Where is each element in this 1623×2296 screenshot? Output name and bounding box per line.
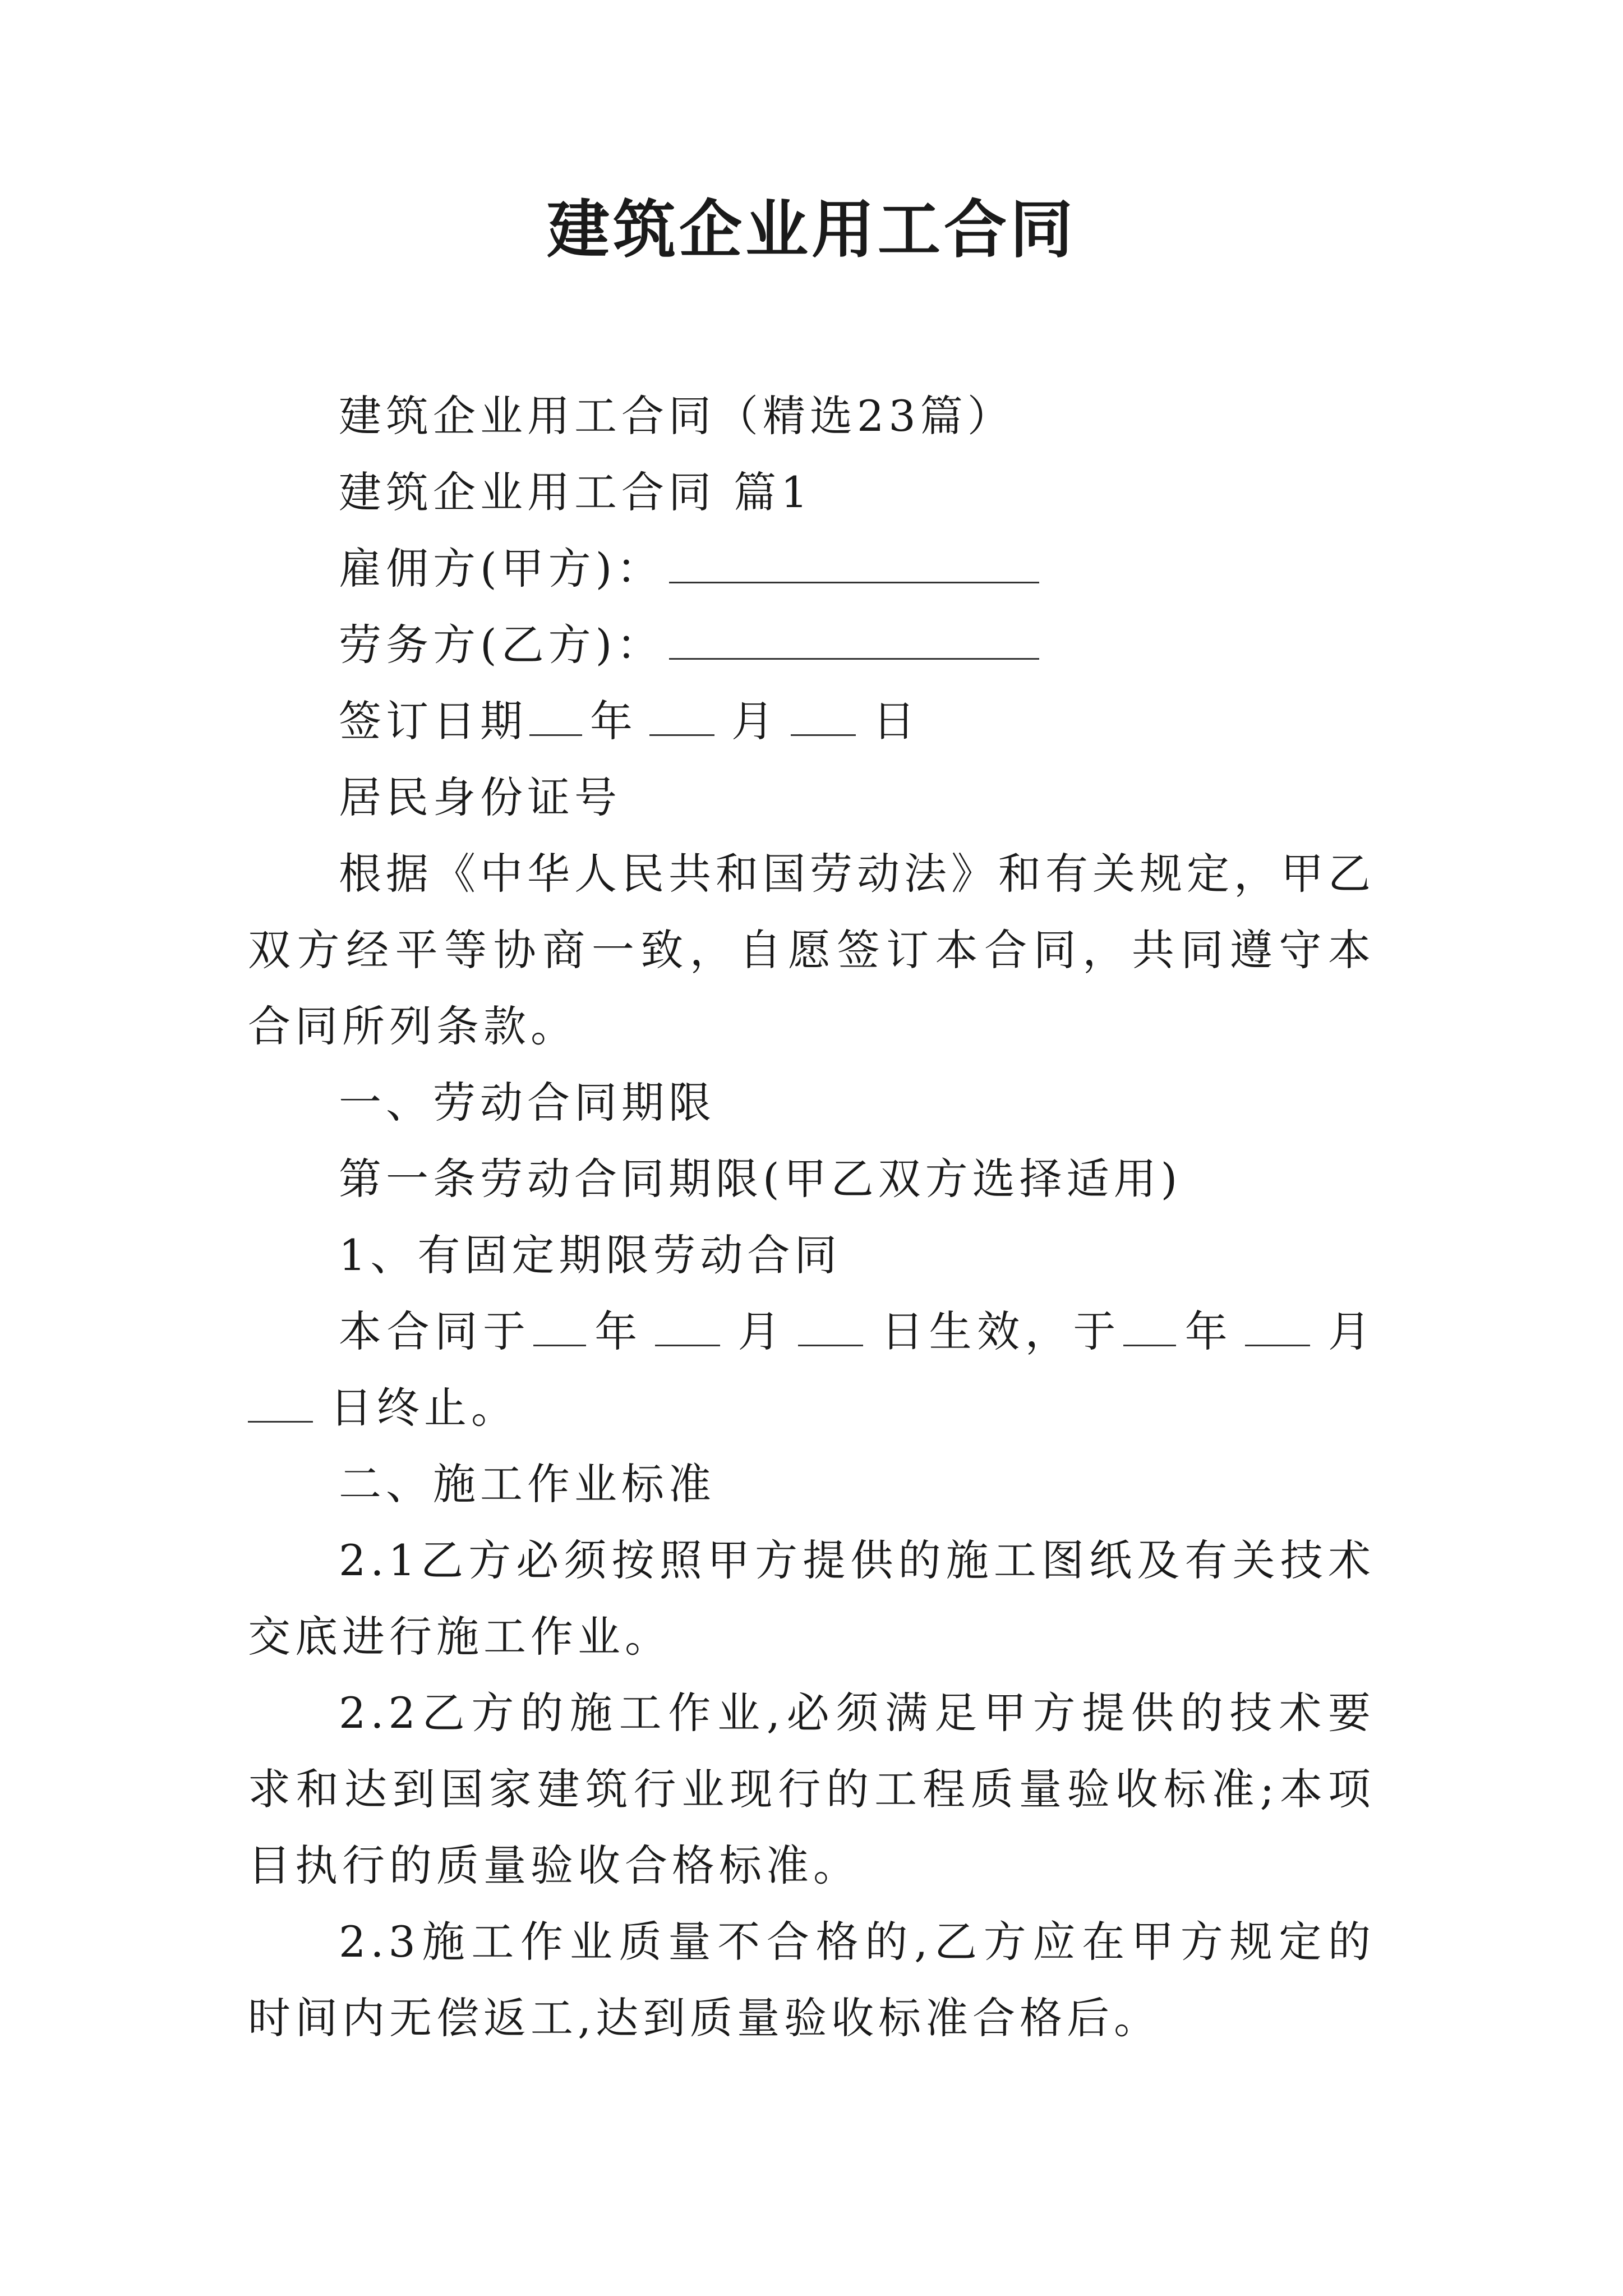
end-month-word: 月 <box>1327 1306 1376 1356</box>
sign-day-blank <box>791 701 856 736</box>
employer-label: 雇佣方(甲方)： <box>339 544 664 593</box>
term-effective-text: 日生效，于 <box>880 1306 1122 1356</box>
paragraph-fixed-term: 1、有固定期限劳动合同 <box>339 1230 842 1280</box>
paragraph-laborer <box>248 607 1375 683</box>
employer-blank <box>669 548 1039 583</box>
paragraph-employer <box>248 531 1375 607</box>
end-month-blank <box>1245 1311 1310 1346</box>
paragraph-id-number: 居民身份证号 <box>339 772 621 822</box>
sign-month-blank <box>649 701 714 736</box>
term-end-text: 日终止。 <box>330 1383 518 1433</box>
paragraph-chapter-one: 一、劳动合同期限 <box>339 1078 716 1128</box>
paragraph-article-one: 第一条劳动合同期限(甲乙双方选择适用) <box>339 1154 1182 1204</box>
paragraph-preamble: 根据《中华人民共和国劳动法》和有关规定，甲乙双方经平等协商一致，自愿签订本合同，共同遵守本合同所列条款。 <box>248 849 1375 1051</box>
laborer-blank <box>669 624 1039 660</box>
end-year-word: 年 <box>1184 1306 1233 1356</box>
paragraph-section-heading: 建筑企业用工合同 篇1 <box>339 467 813 517</box>
start-year-word: 年 <box>593 1306 643 1356</box>
sign-month-word: 月 <box>731 696 778 746</box>
start-day-blank <box>798 1311 863 1346</box>
paragraph-chapter-two: 二、施工作业标准 <box>339 1459 716 1509</box>
paragraph-clause-2-1: 2.1乙方必须按照甲方提供的施工图纸及有关技术交底进行施工作业。 <box>248 1535 1375 1662</box>
end-year-blank <box>1123 1311 1176 1346</box>
paragraph-term-dates <box>248 1294 1375 1446</box>
sign-date-label: 签订日期 <box>339 696 527 746</box>
paragraph-sign-date <box>248 683 1375 760</box>
term-start-prefix: 本合同于 <box>339 1306 531 1356</box>
paragraph-clause-2-3: 2.3施工作业质量不合格的,乙方应在甲方规定的时间内无偿返工,达到质量验收标准合格后。 <box>248 1917 1375 2043</box>
sign-year-word: 年 <box>590 696 637 746</box>
document-title: 建筑企业用工合同 <box>547 193 1076 266</box>
end-day-blank <box>248 1387 313 1423</box>
paragraph-subtitle: 建筑企业用工合同（精选23篇） <box>339 391 1015 441</box>
sign-year-blank <box>529 701 582 736</box>
sign-day-word: 日 <box>873 696 920 746</box>
start-year-blank <box>533 1311 586 1346</box>
start-month-blank <box>655 1311 720 1346</box>
document-body <box>248 378 1375 2056</box>
paragraph-clause-2-2: 2.2乙方的施工作业,必须满足甲方提供的技术要求和达到国家建筑行业现行的工程质量验收标准;本项目执行的质量验收合格标准。 <box>248 1688 1375 1890</box>
laborer-label: 劳务方(乙方)： <box>339 620 664 670</box>
start-month-word: 月 <box>736 1306 786 1356</box>
